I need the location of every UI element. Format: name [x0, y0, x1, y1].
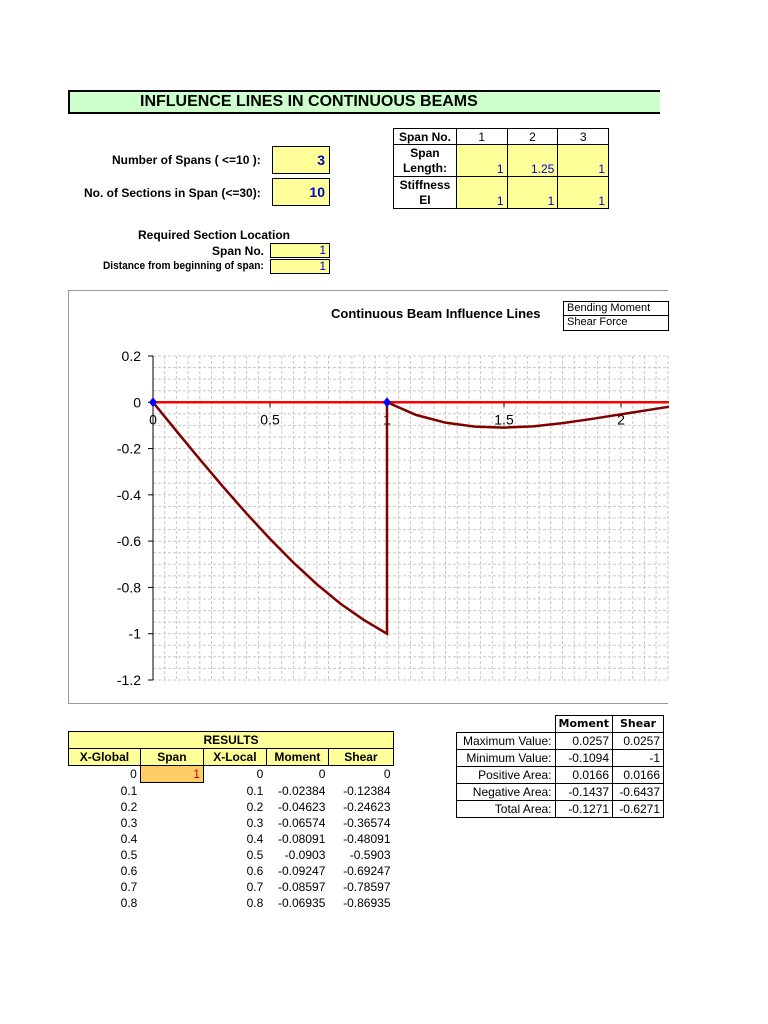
summary-label: Total Area:	[457, 801, 556, 818]
results-cell-x-global: 0	[130, 767, 137, 782]
x-tick-label: 0	[149, 411, 157, 428]
num-spans-label: Number of Spans ( <=10 ):	[112, 153, 261, 167]
stiffness-label	[394, 177, 457, 209]
results-cell-moment: -0.08597	[278, 880, 326, 894]
support-marker	[383, 397, 391, 407]
summary-label: Positive Area:	[457, 767, 556, 784]
x-tick-label: 0.5	[260, 411, 280, 428]
results-cell-span	[140, 815, 203, 831]
results-cell-span	[140, 847, 203, 863]
section-distance-label: Distance from beginning of span:	[103, 260, 264, 272]
summary-label: Minimum Value:	[457, 750, 556, 767]
table-row	[69, 766, 394, 783]
results-cell-span	[140, 831, 203, 847]
results-cell-span	[140, 799, 203, 815]
section-location-heading: Required Section Location	[138, 228, 291, 242]
stiffness-label-line1: Stiffness	[399, 177, 451, 192]
x-tick-label: 1.5	[494, 411, 514, 428]
table-row	[69, 863, 394, 879]
summary-table	[456, 715, 664, 818]
page-title: INFLUENCE LINES IN CONTINUOUS BEAMS	[140, 93, 478, 110]
results-cell-x-local: 0.5	[246, 848, 264, 862]
results-cell-shear: -0.48091	[343, 832, 391, 846]
summary-shear: -0.6271	[613, 801, 664, 818]
results-header-moment: Moment	[266, 749, 328, 766]
results-cell-x-global: 0.4	[120, 832, 138, 846]
table-row	[69, 815, 394, 831]
y-tick-label: -1	[128, 625, 141, 642]
table-row	[69, 831, 394, 847]
chart-series	[149, 397, 669, 633]
summary-label: Maximum Value:	[457, 733, 556, 750]
y-tick-label: -0.8	[116, 579, 141, 596]
results-cell-x-global: 0.2	[120, 800, 138, 814]
span-table	[393, 128, 609, 209]
summary-row	[457, 750, 664, 767]
y-tick-label: 0	[133, 394, 141, 411]
y-tick-label: 0.2	[121, 348, 141, 364]
sections-label: No. of Sections in Span (<=30):	[84, 186, 261, 200]
results-cell-moment: -0.06935	[278, 896, 326, 910]
summary-moment: -0.1094	[555, 750, 613, 767]
legend-shear-force[interactable]: Shear Force	[563, 316, 669, 331]
results-cell-span	[140, 895, 203, 911]
results-cell-x-local: 0.8	[246, 896, 264, 910]
results-cell-moment: -0.08091	[278, 832, 326, 846]
span-length-3[interactable]: 1	[558, 145, 609, 177]
influence-line-chart	[69, 291, 669, 705]
chart-legend[interactable]	[563, 301, 669, 331]
span-number-3: 3	[558, 129, 609, 145]
results-cell-shear: -0.24623	[343, 800, 391, 814]
results-cell-x-global: 0.3	[120, 816, 138, 830]
results-header-x-local: X-Local	[203, 749, 266, 766]
summary-moment: 0.0257	[555, 733, 613, 750]
results-cell-moment: -0.09247	[278, 864, 326, 878]
sections-input[interactable]: 10	[272, 178, 330, 206]
num-spans-input[interactable]: 3	[272, 146, 330, 174]
span-length-2[interactable]: 1.25	[507, 145, 558, 177]
chart-area[interactable]	[68, 290, 668, 704]
stiffness-label-line2: EI	[419, 192, 431, 207]
results-cell-moment: -0.06574	[278, 816, 326, 830]
results-cell-shear: -0.78597	[343, 880, 391, 894]
chart-grid	[153, 356, 669, 680]
results-cell-x-local: 0.1	[246, 783, 264, 798]
results-cell-shear: -0.12384	[343, 783, 391, 798]
table-row	[69, 783, 394, 800]
summary-shear: 0.0166	[613, 767, 664, 784]
results-cell-moment: 0	[318, 767, 326, 782]
results-body	[69, 766, 394, 912]
summary-moment: -0.1437	[555, 784, 613, 801]
results-cell-x-local: 0.7	[246, 880, 264, 894]
summary-shear: -0.6437	[613, 784, 664, 801]
summary-shear: -1	[613, 750, 664, 767]
summary-header-moment: Moment	[555, 716, 613, 733]
y-tick-label: -0.6	[116, 533, 141, 550]
results-cell-x-local: 0	[256, 767, 264, 782]
results-cell-x-local: 0.3	[246, 816, 264, 830]
summary-row	[457, 801, 664, 818]
x-tick-label: 2	[617, 411, 625, 428]
results-cell-shear: 0	[383, 767, 391, 782]
section-span-input[interactable]: 1	[270, 243, 330, 258]
results-cell-span	[140, 879, 203, 895]
summary-moment: 0.0166	[555, 767, 613, 784]
results-cell-x-global: 0.7	[120, 880, 138, 894]
title-bar	[68, 90, 660, 114]
summary-row	[457, 767, 664, 784]
results-header-span: Span	[140, 749, 203, 766]
chart-title: Continuous Beam Influence Lines	[331, 306, 541, 321]
span-number-2: 2	[507, 129, 558, 145]
results-cell-x-local: 0.4	[246, 832, 264, 846]
y-tick-label: -0.2	[116, 440, 141, 457]
summary-shear: 0.0257	[613, 733, 664, 750]
results-cell-x-local: 0.2	[246, 800, 264, 814]
summary-body	[457, 733, 664, 818]
results-title: RESULTS	[69, 732, 394, 749]
span-length-1[interactable]: 1	[456, 145, 507, 177]
stiffness-2[interactable]: 1	[507, 177, 558, 209]
results-cell-span	[140, 863, 203, 879]
span-length-label-line1: Span	[410, 145, 440, 160]
x-tick-label: 1	[383, 411, 391, 428]
results-cell-x-global: 0.8	[120, 896, 138, 910]
results-table	[68, 731, 394, 911]
results-cell-span[interactable]: 1	[140, 766, 203, 783]
results-cell-moment: -0.04623	[278, 800, 326, 814]
y-tick-label: -0.4	[116, 486, 141, 503]
span-number-1: 1	[456, 129, 507, 145]
results-cell-shear: -0.86935	[343, 896, 391, 910]
summary-header-shear: Shear	[613, 716, 664, 733]
section-distance-input[interactable]: 1	[270, 259, 330, 274]
results-header-shear: Shear	[328, 749, 393, 766]
results-cell-moment: -0.0903	[284, 848, 326, 862]
results-cell-moment: -0.02384	[278, 783, 326, 798]
section-span-label: Span No.	[212, 244, 265, 258]
summary-row	[457, 733, 664, 750]
results-cell-x-local: 0.6	[246, 864, 264, 878]
summary-label: Negative Area:	[457, 784, 556, 801]
span-length-label-line2: Length:	[402, 160, 447, 175]
span-no-label: Span No.	[394, 129, 457, 145]
span-length-label	[394, 145, 457, 177]
results-cell-shear: -0.36574	[343, 816, 391, 830]
results-cell-x-global: 0.6	[120, 864, 138, 878]
results-cell-span	[140, 783, 203, 800]
y-tick-label: -1.2	[116, 672, 141, 688]
summary-moment: -0.1271	[555, 801, 613, 818]
table-row	[69, 799, 394, 815]
results-cell-x-global: 0.1	[120, 783, 138, 798]
summary-row	[457, 784, 664, 801]
table-row	[69, 879, 394, 895]
stiffness-1[interactable]: 1	[456, 177, 507, 209]
results-cell-shear: -0.69247	[343, 864, 391, 878]
legend-bending-moment[interactable]: Bending Moment	[563, 301, 669, 316]
results-header-x-global: X-Global	[69, 749, 141, 766]
summary-corner	[457, 716, 556, 733]
results-cell-shear: -0.5903	[349, 848, 391, 862]
stiffness-3[interactable]: 1	[558, 177, 609, 209]
results-cell-x-global: 0.5	[120, 848, 138, 862]
table-row	[69, 895, 394, 911]
table-row	[69, 847, 394, 863]
